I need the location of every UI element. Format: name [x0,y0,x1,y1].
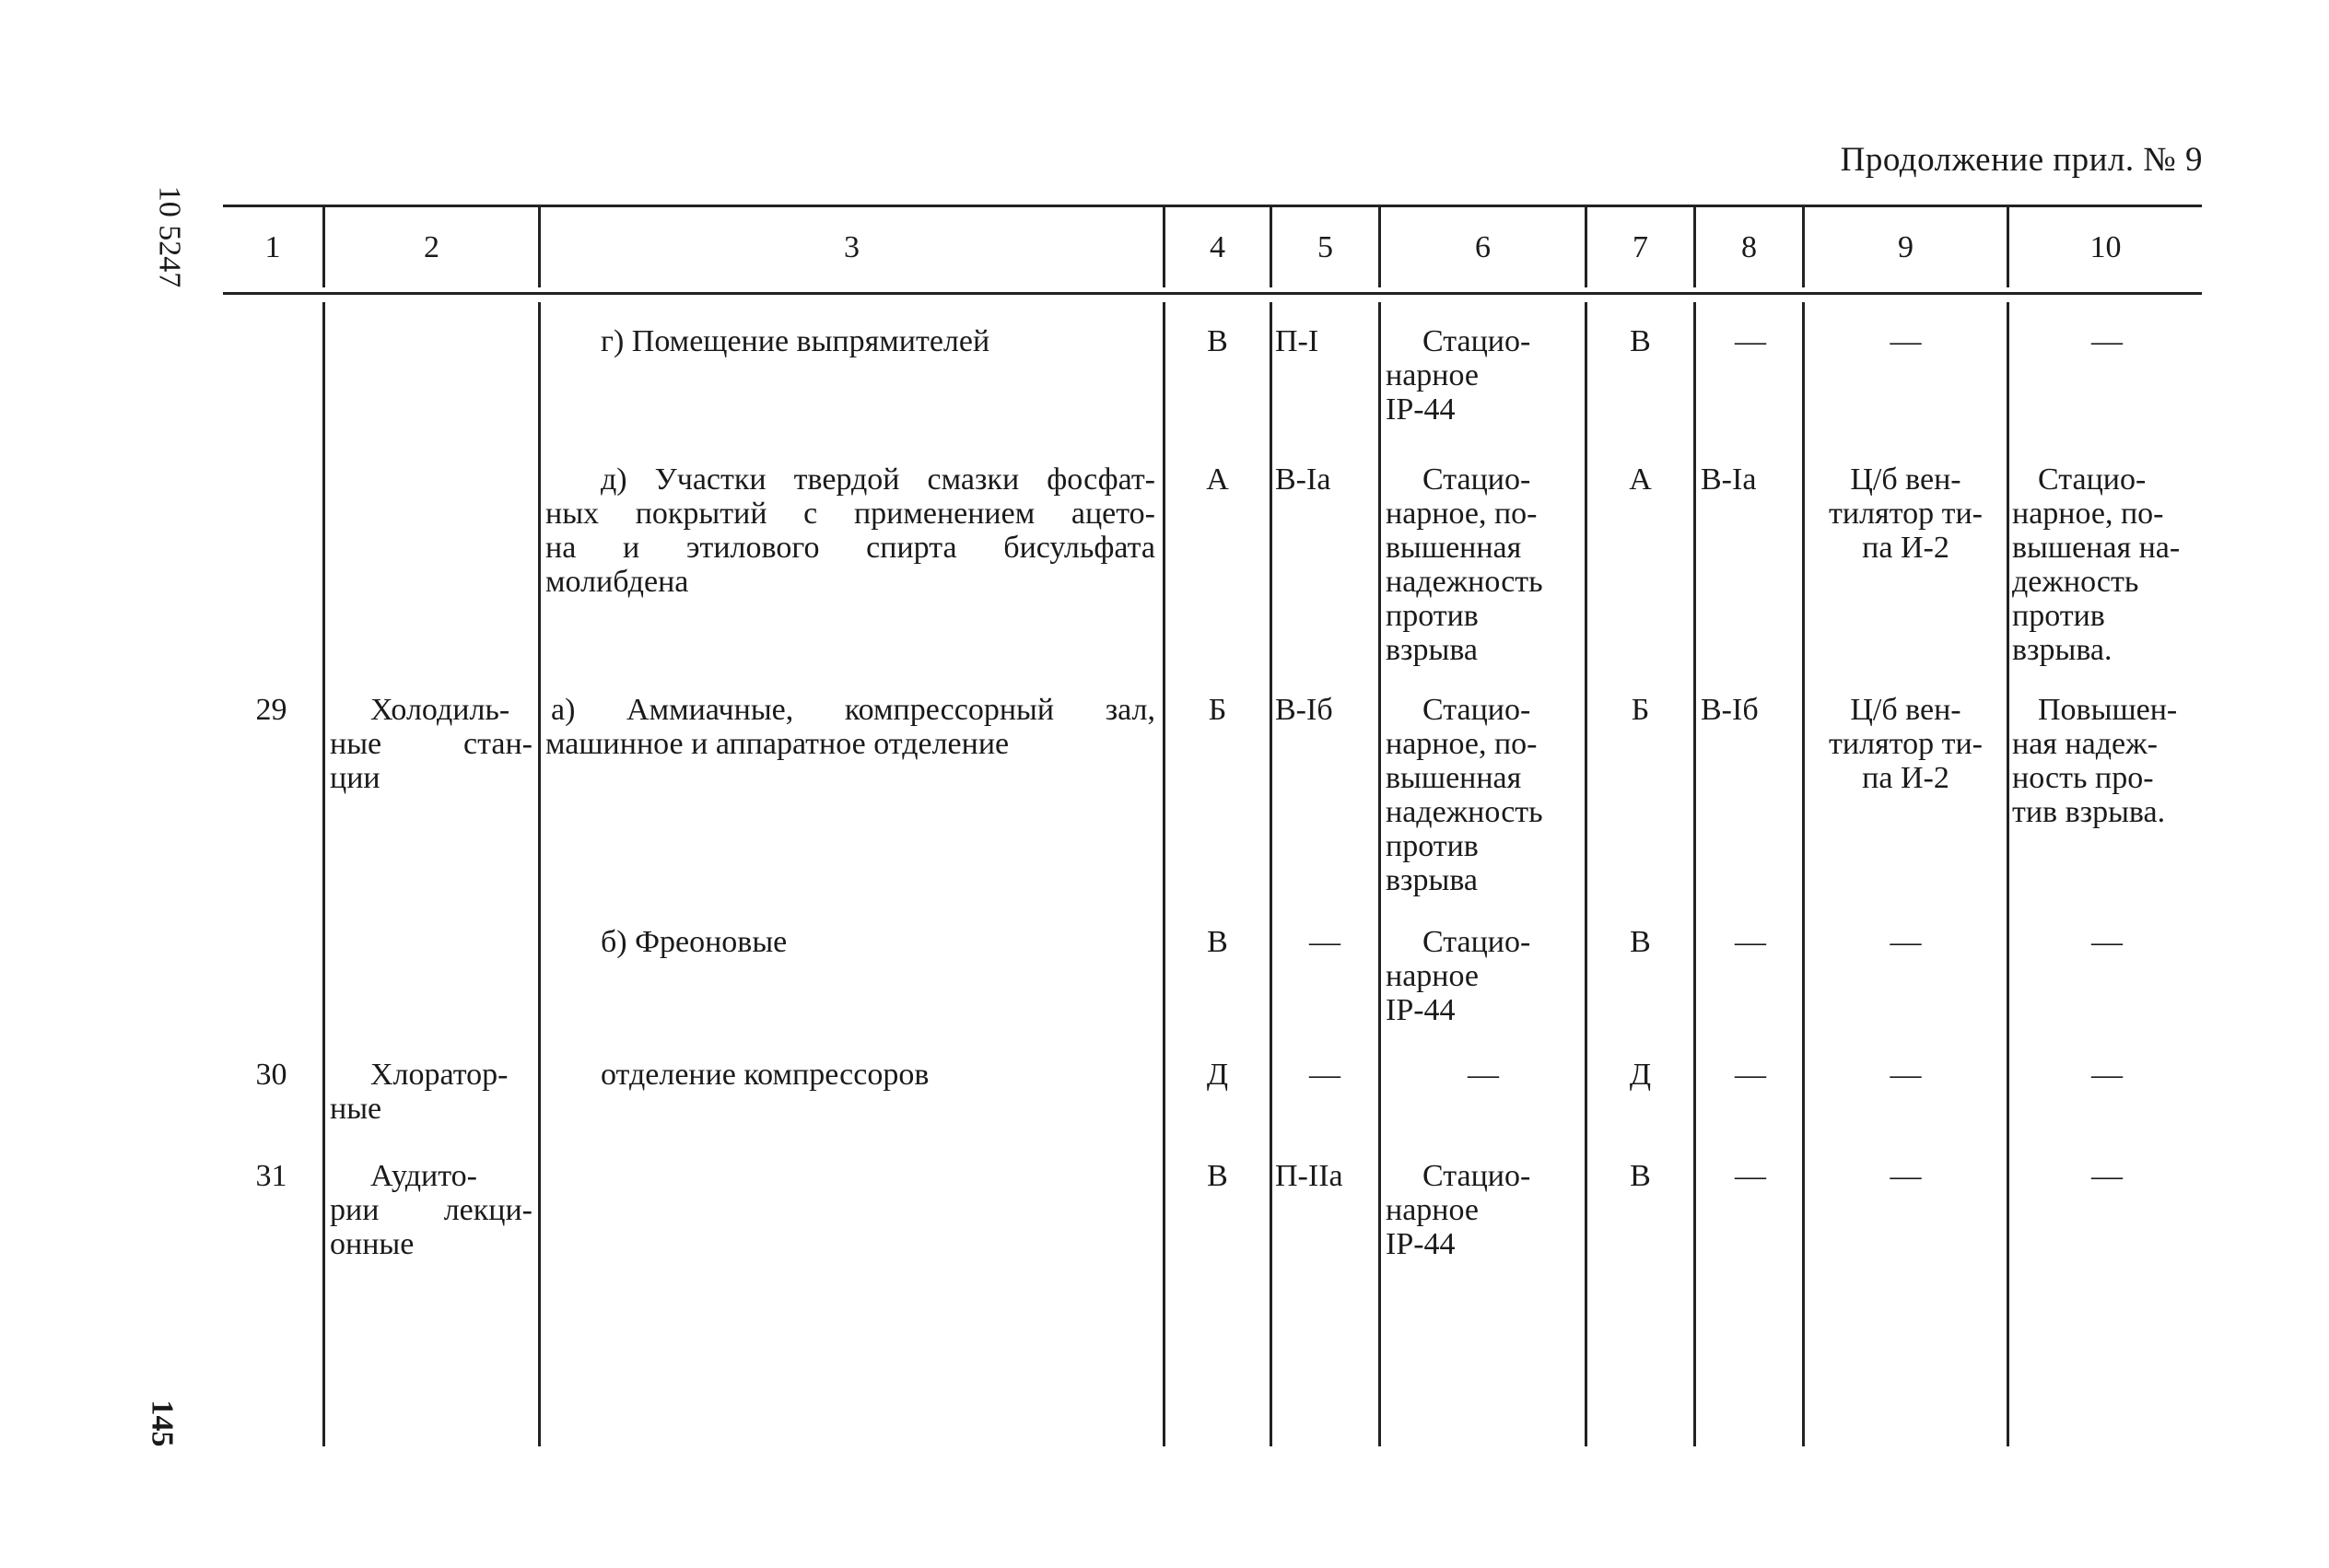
cell-line: Б [1631,693,1650,727]
table-cell-col-10 [2012,925,2202,959]
cell-line: дежность [2012,565,2139,599]
cell-line: д) Участки твердой смазки фосфат- [601,462,1155,497]
cell-line: — [2091,925,2123,959]
table-cell-col-7 [1587,693,1693,727]
cell-line: ных покрытий с применением ацето- [545,497,1155,531]
cell-line: Стацио- [1422,462,1531,497]
cell-line: нарное, по- [1386,497,1538,531]
table-cell-col-4 [1165,462,1270,497]
cell-line: ность про- [2012,761,2154,795]
cell-line: В [1207,925,1228,959]
page-number: 145 [145,1399,180,1447]
cell-line: рии лекци- [330,1193,533,1227]
cell-line: нарное [1386,959,1479,993]
table-cell-col-3 [545,925,1155,959]
cell-line: взрыва. [2012,633,2112,667]
table-cell-col-1 [223,693,320,727]
cell-line: онные [330,1227,415,1261]
table-cell-col-6 [1386,462,1581,667]
cell-line: Стацио- [1422,1159,1531,1193]
header-col-6: 6 [1475,230,1491,264]
table-cell-col-9 [1805,1159,2007,1193]
cell-line: Д [1206,1058,1229,1092]
table-cell-col-5 [1275,925,1375,959]
cell-line: В [1207,324,1228,358]
table-cell-col-4 [1165,925,1270,959]
cell-line: — [1890,324,1922,358]
cell-line: 29 [255,693,287,727]
table-cell-col-9 [1805,324,2007,358]
cell-line: Стацио- [1422,693,1531,727]
table-cell-col-10 [2012,693,2202,829]
header-col-9: 9 [1898,230,1914,264]
cell-line: — [1735,324,1766,358]
header-col-7: 7 [1633,230,1648,264]
table-cell-col-3 [545,1058,1155,1092]
header-col-1: 1 [264,230,281,264]
cell-line: вышеная на- [2012,531,2181,565]
cell-line: па И-2 [1862,531,1949,565]
cell-line: — [1735,925,1766,959]
table-cell-col-5 [1275,324,1375,358]
column-divider [1693,302,1696,1446]
cell-line: IP-44 [1386,1227,1456,1261]
table-cell-col-7 [1587,1058,1693,1092]
cell-line: вышенная [1386,531,1522,565]
header-col-5: 5 [1317,230,1333,264]
cell-line: г) Помещение выпрямителей [601,324,990,358]
table-cell-col-6 [1386,1058,1581,1092]
cell-line: — [1309,1058,1340,1092]
cell-line: Хлоратор- [370,1058,509,1092]
cell-line: надежность [1386,565,1543,599]
cell-line: нарное [1386,358,1479,392]
table-cell-col-6 [1386,925,1581,1027]
cell-line: — [2091,1058,2123,1092]
cell-line: вышенная [1386,761,1522,795]
cell-line: — [1735,1159,1766,1193]
table-cell-col-10 [2012,1159,2202,1193]
margin-document-code: 10 5247 [152,185,187,288]
table-cell-col-8 [1701,925,1800,959]
cell-line: А [1206,462,1229,497]
table-cell-col-5 [1275,1159,1375,1193]
cell-line: IP-44 [1386,392,1456,427]
cell-line: — [1735,1058,1766,1092]
continuation-label: Продолжение прил. № 9 [1840,141,2203,179]
cell-line: нарное, по- [2012,497,2164,531]
cell-line: па И-2 [1862,761,1949,795]
table-cell-col-2 [330,1058,533,1126]
cell-line: Стацио- [1422,324,1531,358]
table-cell-col-5 [1275,1058,1375,1092]
table-cell-col-3 [545,693,1155,761]
cell-line: Повышен- [2038,693,2178,727]
cell-line: — [1309,925,1340,959]
table-cell-col-2 [330,693,533,795]
cell-line: нарное, по- [1386,727,1538,761]
column-divider [1378,302,1381,1446]
cell-line: Стацио- [2038,462,2147,497]
table-cell-col-9 [1805,925,2007,959]
column-divider [2007,302,2009,1446]
cell-line: 30 [255,1058,287,1092]
cell-line: надежность [1386,795,1543,829]
cell-line: — [1468,1058,1499,1092]
cell-line: отделение компрессоров [601,1058,930,1092]
cell-line: В [1630,324,1651,358]
table-cell-col-9 [1805,693,2007,795]
table-top-rule [223,205,2202,207]
table-cell-col-1 [223,1058,320,1092]
cell-line: П-IIа [1275,1159,1343,1193]
cell-line: тив взрыва. [2012,795,2166,829]
table-cell-col-6 [1386,324,1581,427]
cell-line: IP-44 [1386,993,1456,1027]
cell-line: А [1629,462,1652,497]
cell-line: ции [330,761,380,795]
header-col-2: 2 [424,230,439,264]
table-cell-col-7 [1587,324,1693,358]
cell-line: В-Iа [1275,462,1331,497]
cell-line: машинное и аппаратное отделение [545,727,1010,761]
table-cell-col-9 [1805,462,2007,565]
header-col-10: 10 [2089,230,2122,264]
table-cell-col-5 [1275,462,1375,497]
cell-line: Аудито- [370,1159,477,1193]
header-col-3: 3 [844,230,860,264]
table-cell-col-9 [1805,1058,2007,1092]
cell-line: Стацио- [1422,925,1531,959]
table-cell-col-10 [2012,324,2202,358]
column-divider [322,302,325,1446]
table-cell-col-3 [545,324,1155,358]
cell-line: — [2091,1159,2123,1193]
table-cell-col-7 [1587,1159,1693,1193]
cell-line: взрыва [1386,863,1479,897]
cell-line: Холодиль- [370,693,510,727]
cell-line: — [1890,1058,1922,1092]
cell-line: В [1630,925,1651,959]
cell-line: Ц/б вен- [1850,693,1961,727]
cell-line: Ц/б вен- [1850,462,1961,497]
cell-line: — [2091,324,2123,358]
cell-line: 31 [255,1159,287,1193]
header-bottom-rule [223,292,2202,295]
cell-line: против [1386,829,1479,863]
cell-line: — [1890,1159,1922,1193]
cell-line: — [1890,925,1922,959]
table-cell-col-10 [2012,462,2202,667]
table-cell-col-4 [1165,693,1270,727]
table-cell-col-4 [1165,1058,1270,1092]
column-divider [538,302,541,1446]
table-cell-col-6 [1386,693,1581,897]
cell-line: а) Аммиачные, компрессорный зал, [551,693,1155,727]
cell-line: В [1207,1159,1228,1193]
table-cell-col-8 [1701,693,1800,727]
cell-line: против [2012,599,2105,633]
header-col-4: 4 [1210,230,1225,264]
data-table [223,205,2202,1446]
cell-line: молибдена [545,565,689,599]
cell-line: тилятор ти- [1829,727,1983,761]
table-cell-col-8 [1701,1159,1800,1193]
cell-line: нарное [1386,1193,1479,1227]
table-cell-col-4 [1165,324,1270,358]
cell-line: Б [1208,693,1227,727]
cell-line: В-Iб [1701,693,1759,727]
header-col-8: 8 [1741,230,1757,264]
column-divider [1270,302,1272,1446]
table-cell-col-5 [1275,693,1375,727]
cell-line: П-I [1275,324,1319,358]
cell-line: против [1386,599,1479,633]
table-cell-col-8 [1701,1058,1800,1092]
table-cell-col-6 [1386,1159,1581,1261]
table-cell-col-8 [1701,462,1800,497]
cell-line: В-Iа [1701,462,1757,497]
table-cell-col-2 [330,1159,533,1261]
cell-line: ные [330,1092,382,1126]
table-cell-col-3 [545,462,1155,599]
cell-line: б) Фреоновые [601,925,788,959]
cell-line: В-Iб [1275,693,1333,727]
cell-line: тилятор ти- [1829,497,1983,531]
cell-line: взрыва [1386,633,1479,667]
table-cell-col-8 [1701,324,1800,358]
cell-line: ные стан- [330,727,533,761]
cell-line: на и этилового спирта бисульфата [545,531,1155,565]
cell-line: ная надеж- [2012,727,2158,761]
cell-line: Д [1629,1058,1652,1092]
table-cell-col-7 [1587,925,1693,959]
table-cell-col-7 [1587,462,1693,497]
table-cell-col-1 [223,1159,320,1193]
table-cell-col-10 [2012,1058,2202,1092]
cell-line: В [1630,1159,1651,1193]
table-cell-col-4 [1165,1159,1270,1193]
